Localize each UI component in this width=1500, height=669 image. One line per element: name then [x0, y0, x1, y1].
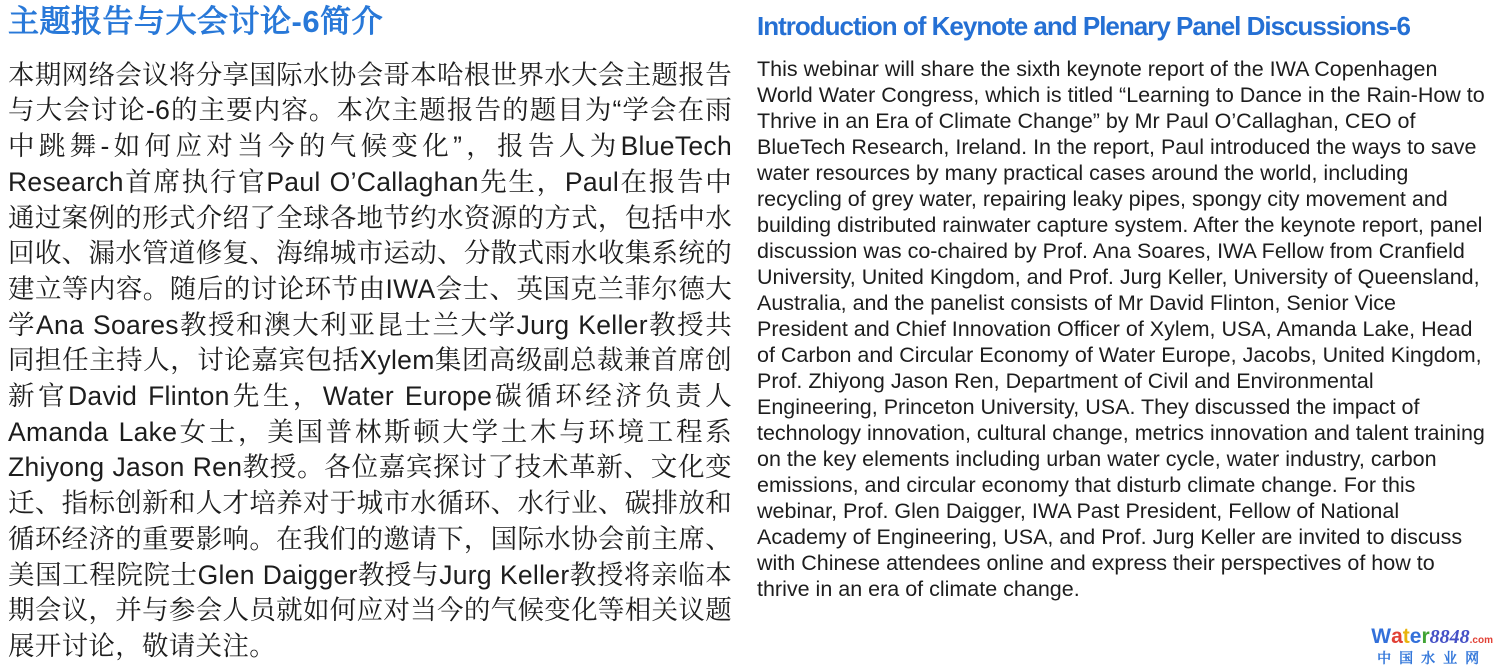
logo-subtitle-cn: 中国水业网 — [1377, 650, 1488, 666]
water8848-wordmark — [1371, 626, 1493, 647]
logo-letter-w: W — [1371, 625, 1392, 648]
english-body-paragraph: This webinar will share the sixth keynote report of the IWA Copenhagen World Water Congress, which is titled “Learning to Dance in the Rain-How to Thrive in an Era of Climate Change” by Mr Paul O’Callaghan, CEO of BlueTech Research, Ireland. In the report, Paul introduced the ways to save water resources by many practical cases around the world, including recycling of grey water, repairing leaky pipes, spongy city movement and building distributed rainwater capture system. After the keynote report, panel discussion was co-chaired by Prof. Ana Soares, IWA Fellow from Cranfield University, United Kingdom, and Prof. Jurg Keller, University of Queensland, Australia, and the panelist consists of Mr David Flinton, Senior Vice President and Chief Innovation Officer of Xylem, USA, Amanda Lake, Head of Carbon and Circular Economy of Water Europe, Jacobs, United Kingdom, Prof. Zhiyong Jason Ren, Department of Civil and Environmental Engineering, Princeton University, USA. They discussed the impact of technology innovation, cultural change, metrics innovation and talent training on the key elements including urban water cycle, water industry, carbon emissions, and circular economy that disturb climate change. For this webinar, Prof. Glen Daigger, IWA Past President, Fellow of National Academy of Engineering, USA, and Prof. Jurg Keller are invited to discuss with Chinese attendees online and express their perspectives of how to thrive in an era of climate change. — [757, 57, 1485, 602]
logo-number: 8848 — [1429, 626, 1470, 648]
logo-letter-e: e — [1409, 625, 1422, 648]
logo-letter-r: r — [1421, 625, 1430, 648]
english-heading: Introduction of Keynote and Plenary Panel Discussions-6 — [757, 11, 1410, 41]
logo-letter-t: t — [1402, 625, 1410, 648]
chinese-column — [8, 0, 732, 665]
chinese-heading: 主题报告与大会讨论-6简介 — [8, 4, 384, 39]
english-column — [757, 0, 1492, 602]
water8848-logo — [1371, 626, 1493, 665]
chinese-body-paragraph: 本期网络会议将分享国际水协会哥本哈根世界水大会主题报告与大会讨论-6的主要内容。本次主题报告的题目为“学会在雨中跳舞-如何应对当今的气候变化”，报告人为BlueTech Research首席执行官Paul O’Callaghan先生，Paul在报告中通过案例的形式介绍了全球各地节约水资源的方式，包括中水回收、漏水管道修复、海绵城市运动、分散式雨水收集系统的建立等内容。随后的讨论环节由IWA会士、英国克兰菲尔德大学Ana Soares教授和澳大利亚昆士兰大学Jurg Keller教授共同担任主持人，讨论嘉宾包括Xylem集团高级副总裁兼首席创新官David Flinton先生，Water Europe碳循环经济负责人Amanda Lake女士，美国普林斯顿大学土木与环境工程系Zhiyong Jason Ren教授。各位嘉宾探讨了技术革新、文化变迁、指标创新和人才培养对于城市水循环、水行业、碳排放和循环经济的重要影响。在我们的邀请下，国际水协会前主席、美国工程院院士Glen Daigger教授与Jurg Keller教授将亲临本期会议，并与参会人员就如何应对当今的气候变化等相关议题展开讨论，敬请关注。 — [8, 59, 732, 661]
logo-letter-a: a — [1391, 625, 1403, 648]
logo-tld: .com — [1469, 635, 1493, 646]
